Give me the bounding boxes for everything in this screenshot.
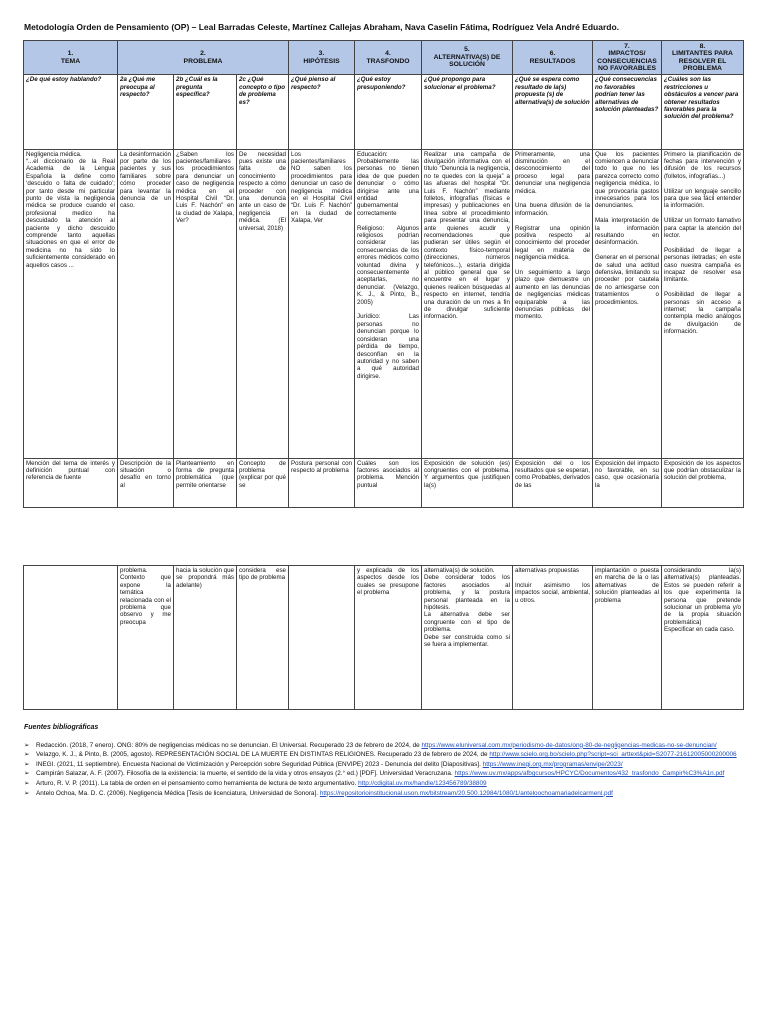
- arrow-bullet-icon: ➢: [24, 770, 30, 778]
- guide-cont-limitantes: considerando la(s) alternativa(s) planteadas. Estos se pueden referir a los que experimenta la persona que pretende solucionar un problema y/o de la propia situación problemática) Especificar en cada caso.: [662, 566, 744, 710]
- reference-link[interactable]: https://www.eluniversal.com.mx/periodismo-de-datos/ong-80-de-negligencias-medicas-no-se-denuncian/: [421, 741, 717, 749]
- references-section: [24, 724, 746, 799]
- reference-item: ➢ Redacción. (2018, 7 enero). ONG: 80% de negligencias médicas no se denuncian. El Universal. Recuperado 23 de febrero de 2024, de https://www.eluniversal.com.mx/periodismo-de-datos/ong-80-de-negligencias-medicas-no-se-denuncian/: [24, 741, 717, 749]
- guide-cont-2a: problema. Contexto que expone la temática relacionada con el problema que observo y me preocupa: [118, 566, 174, 710]
- guide-cont-hipotesis: [289, 566, 355, 710]
- question-resultados: ¿Qué se espera como resultado de la(s) propuesta (s) de alternativa(s) de solución: [513, 75, 593, 149]
- guide-cont-2b: hacia la solución que se propondrá más adelante): [174, 566, 237, 710]
- question-alternativas: ¿Qué propongo para solucionar el problema?: [422, 75, 513, 149]
- guide-cont-resultados: alternativas propuestas Incluir asimismo los impactos social, ambiental, u otros.: [513, 566, 593, 710]
- header-hipotesis: 3. HIPÓTESIS: [289, 41, 355, 75]
- guide-resultados: Exposición del o los resultados que se esperan, como Probables, derivados de las: [513, 458, 593, 507]
- header-impactos: 7. IMPACTOS/ CONSECUENCIAS NO FAVORABLES: [593, 41, 662, 75]
- guide-limitantes: Exposición de los aspectos que podrían obstaculizar la solución del problema,: [662, 458, 744, 507]
- header-tema: 1. TEMA: [24, 41, 118, 75]
- header-alternativas: 5. ALTERNATIVA(S) DE SOLUCIÓN: [422, 41, 513, 75]
- content-2b: ¿Saben los pacientes/familiares los procedimientos para denunciar un caso de negligencia médica en el Hospital Civil “Dr. Luis F. Nachón” en la ciudad de Xalapa, Ver?: [174, 149, 237, 458]
- guide-tema: Mención del tema de interés y definición puntual con referencia de fuente: [24, 458, 118, 507]
- content-tema: Negligencia médica. “...el diccionario de la Real Academia de la Lengua Española la define como ‘descuido o falta de cuidado’; por tanto desde mi particular punto de vista la negligencia médica se produce cuando el profesional medico ha descuidado la atención al paciente y dicho descuido comprende tanto aquellas situaciones en que el error de medicina no ha sido lo suficientemente considerado en aquellos casos ...: [24, 149, 118, 458]
- guide-cont-2c: considera ese tipo de problema: [237, 566, 289, 710]
- question-impactos: ¿Qué consecuencias no favorables podrían tener las alternativas de solución planteadas?: [593, 75, 662, 149]
- reference-item: ➢ Campirán Salazar, A. F. (2007). Filosofía de la existencia: la muerte, el sentido de la vida y otros ensayos (2.° ed.) [PDF]. Universidad Veracruzana. https://www.uv.mx/apps/afbgcursos/HPCYC/Documentos/432_trasfondo_Campir%C3%A1n.pdf: [24, 770, 725, 778]
- guide-trasfondo: Cuáles son los factores asociados al problema. Mención puntual: [355, 458, 422, 507]
- question-2c: 2c ¿Qué concepto o tipo de problema es?: [237, 75, 289, 149]
- reference-link[interactable]: https://repositorioinstitucional.uson.mx/bitstream/20.500.12984/1080/1/anteloochoamariadelcarmenl.pdf: [319, 789, 613, 797]
- reference-link[interactable]: http://cdigital.uv.mx/handle/123456789/38809: [358, 779, 487, 787]
- content-trasfondo: Educación: Probablemente las personas no tienen idea de que pueden denunciar o cómo dirigirse ante una entidad gubernamental correctamente Religioso: Algunos religiosos podrían considerar las consecuencias de los errores médicos como voluntad divina y consecuentemente aceptarlas, no denunciar. (Velazgo, K. J., & Pinto, B., 2005) Jurídico: Las personas no denuncian porque lo consideran una pérdida de tiempo, desconfían en la autoridad y no saben a qué autoridad dirigirse.: [355, 149, 422, 458]
- guide-hipotesis: Postura personal con respecto al problema: [289, 458, 355, 507]
- reference-item: ➢ Arturo, R. V. P. (2011). La tabla de orden en el pensamiento como herramienta de lectura de texto argumentativo. http://cdigital.uv.mx/handle/123456789/38809: [24, 779, 487, 787]
- guide-cont-alternativas: alternativa(s) de solución. Debe considerar todos los factores asociados al problema, y la postura personal planteada en la hipótesis. La alternativa debe ser congruente con el tipo de problema. Debe ser construida como si se fuera a implementar.: [422, 566, 513, 710]
- question-2a: 2a ¿Qué me preocupa al respecto?: [118, 75, 174, 149]
- reference-item: ➢ INEGI. (2021, 11 septiembre). Encuesta Nacional de Victimización y Percepción sobre Seguridad Pública (ENVIPE) 2023 - Denuncia del delito [Diapositivas]. https://www.inegi.org.mx/programas/envipe/2023/: [24, 760, 623, 768]
- references-title: Fuentes bibliográficas: [24, 724, 99, 731]
- header-limitantes: 8. LIMITANTES PARA RESOLVER EL PROBLEMA: [662, 41, 744, 75]
- question-trasfondo: ¿Qué estoy presuponiendo?: [355, 75, 422, 149]
- question-hipotesis: ¿Qué pienso al respecto?: [289, 75, 355, 149]
- op-table-continued: [23, 565, 744, 710]
- arrow-bullet-icon: ➢: [24, 760, 30, 768]
- reference-link[interactable]: http://www.scielo.org.bo/scielo.php?script=sci_arttext&pid=S2077-21612005000200006: [489, 751, 737, 759]
- content-2c: De necesidad pues existe una falta de conocimiento respecto a cómo proceder con una denuncia ante un caso de negligencia médica. (El universal, 2018): [237, 149, 289, 458]
- question-tema: ¿De qué estoy hablando?: [24, 75, 118, 149]
- question-limitantes: ¿Cuáles son las restricciones u obstáculos a vencer para obtener resultados favorables para la solución del problema?: [662, 75, 744, 149]
- content-hipotesis: Los pacientes/familiares NO saben los procedimientos para denunciar un caso de negligencia médica en el Hospital Civil “Dr. Luis F. Nachón” en la ciudad de Xalapa, Ver: [289, 149, 355, 458]
- question-2b: 2b ¿Cuál es la pregunta específica?: [174, 75, 237, 149]
- references-list: [24, 742, 746, 798]
- guide-2c: Concepto de problema (explicar por qué se: [237, 458, 289, 507]
- guide-2a: Descripción de la situación o desafío en torno al: [118, 458, 174, 507]
- document-title: Metodología Orden de Pensamiento (OP) – Leal Barradas Celeste, Martínez Callejas Abraham, Nava Caselin Fátima, Rodríguez Vela André Eduardo.: [24, 22, 620, 32]
- content-limitantes: Primero la planificación de fechas para intervención y difusión de los recursos (folletos, infografías...) Utilizar un lenguaje sencillo para que sea fácil entender la información. Utilizar un formato llamativo para captar la atención del lector. Posibilidad de llegar a personas iletradas; en este caso nuestra campaña es incapaz de resolver esa limitante. Posibilidad de llegar a personas sin acceso a internet; la campaña contempla medio análogos de divulgación de información.: [662, 149, 744, 458]
- guide-impactos: Exposición del impacto no favorable, en su caso, que ocasionaría la: [593, 458, 662, 507]
- reference-link[interactable]: https://www.uv.mx/apps/afbgcursos/HPCYC/Documentos/432_trasfondo_Campir%C3%A1n.pdf: [454, 770, 725, 778]
- header-problema: 2. PROBLEMA: [118, 41, 289, 75]
- content-impactos: Que los pacientes comiencen a denunciar todo lo que no les parezca correcto como negligencia médica, lo que provocaría gastos innecesarios para los denunciantes. Mala interpretación de la información resultando en desinformación. Generar en el personal de salud una actitud defensiva, limitando su proceder por cautela de no arriesgarse con tratamientos o procedimientos.: [593, 149, 662, 458]
- reference-item: ➢ Velazgo, K. J., & Pinto, B. (2005, agosto). REPRESENTACIÓN SOCIAL DE LA MUERTE EN DISTINTAS RELIGIONES. Recuperado 23 de febrero de 2024, de http://www.scielo.org.bo/scielo.php?script=sci_arttext&pid=S2077-21612005000200006: [24, 751, 737, 759]
- reference-link[interactable]: https://www.inegi.org.mx/programas/envipe/2023/: [482, 760, 623, 768]
- arrow-bullet-icon: ➢: [24, 779, 30, 787]
- arrow-bullet-icon: ➢: [24, 751, 30, 759]
- content-alternativas: Realizar una campaña de divulgación informativa con el título “Denuncia la negligencia, no te quedes con la queja” a las afueras del hospital “Dr. Luis F. Nachón” mediante folletos, infografías (físicas e impresas) y publicaciones en línea sobre el procedimiento para presentar una denuncia, ante quienes acudir y recomendaciones que pudieran ser útiles según el contexto físico-temporal (direcciones, números telefónicos...), estaría dirigida al público general que se encuentre en el lugar y quienes realicen búsquedas al respecto en internet, tendría una duración de un mes a fin de divulgar suficiente información.: [422, 149, 513, 458]
- guide-2b: Planteamiento en forma de pregunta problemática (que permite orientarse: [174, 458, 237, 507]
- reference-item: ➢ Antelo Ochoa, Ma. D. C. (2006). Negligencia Médica [Tesis de licenciatura, Universidad de Sonora]. https://repositorioinstitucional.uson.mx/bitstream/20.500.12984/1080/1/anteloochoamariadelcarmenl.pdf: [24, 789, 613, 797]
- header-trasfondo: 4. TRASFONDO: [355, 41, 422, 75]
- op-table: [23, 40, 744, 508]
- header-resultados: 6. RESULTADOS: [513, 41, 593, 75]
- content-resultados: Primeramente, una disminución en el desconocimiento del proceso legal para denunciar una negligencia médica. Una buena difusión de la información. Registrar una opinión positiva respecto al conocimiento del proceder legal en materia de negligencia médica. Un seguimiento a largo plazo que demuestre un aumento en las denuncias de negligencias médicas equiparable a las denuncias públicas del momento.: [513, 149, 593, 458]
- guide-alternativas: Exposición de solución (es) congruentes con el problema. Y argumentos que justifiquen la(s): [422, 458, 513, 507]
- guide-cont-trasfondo: y explicada de los aspectos desde los cuales se presupone el problema: [355, 566, 422, 710]
- content-2a: La desinformación por parte de los pacientes y sus familiares sobre cómo proceder para levantar la denuncia de un caso.: [118, 149, 174, 458]
- arrow-bullet-icon: ➢: [24, 741, 30, 749]
- guide-cont-impactos: implantación o puesta en marcha de la o las alternativas de solución planteadas al problema: [593, 566, 662, 710]
- arrow-bullet-icon: ➢: [24, 789, 30, 797]
- guide-cont-tema: [24, 566, 118, 710]
